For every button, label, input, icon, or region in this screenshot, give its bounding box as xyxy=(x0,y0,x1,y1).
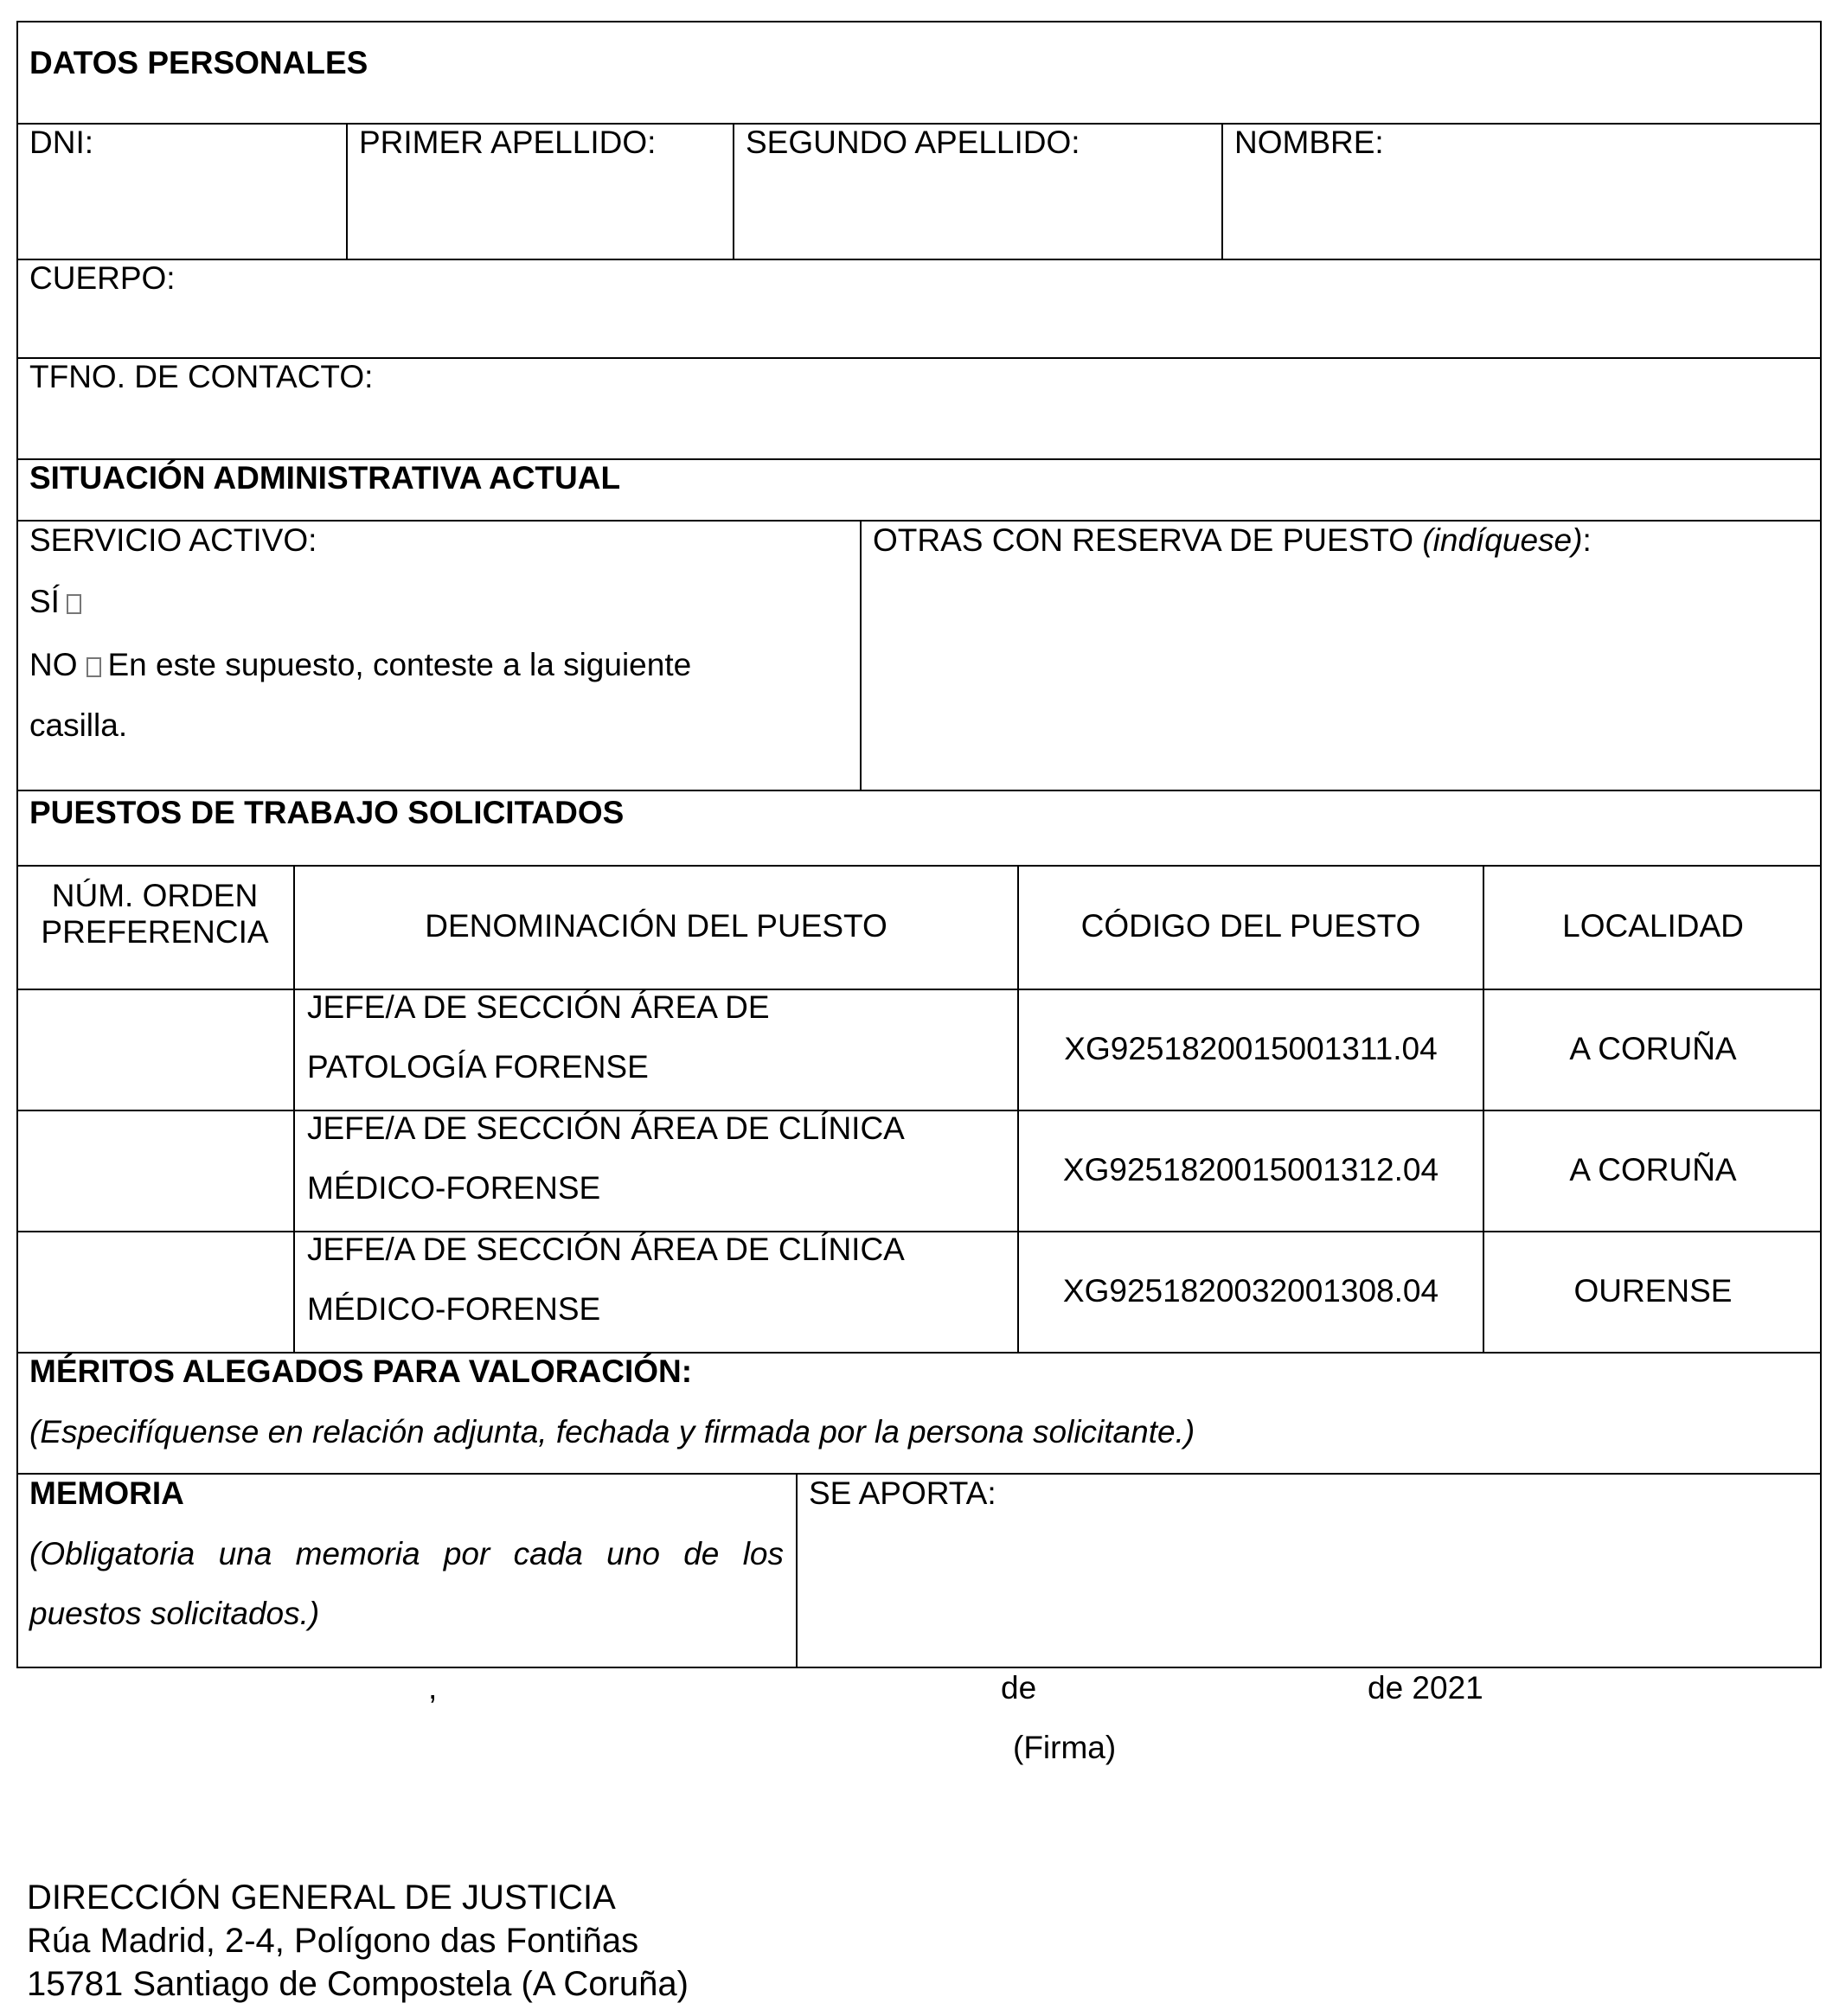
segundo-apellido-label: SEGUNDO APELLIDO: xyxy=(746,125,1080,160)
memoria-note-line2: puestos solicitados.) xyxy=(29,1596,320,1631)
servicio-activo-label: SERVICIO ACTIVO: xyxy=(29,522,317,558)
primer-apellido-label: PRIMER APELLIDO: xyxy=(359,125,657,160)
divider xyxy=(16,259,1822,260)
otras-italic: (indíquese) xyxy=(1422,522,1583,558)
divider xyxy=(733,123,734,259)
otras-prefix: OTRAS CON RESERVA DE PUESTO xyxy=(873,522,1423,558)
section-title-puestos: PUESTOS DE TRABAJO SOLICITADOS xyxy=(29,795,625,830)
table-row-1-denominacion-line2: PATOLOGÍA FORENSE xyxy=(307,1049,649,1085)
address-line-2: Rúa Madrid, 2-4, Polígono das Fontiñas xyxy=(27,1922,639,1960)
si-option xyxy=(29,582,81,622)
no-note: En este supuesto, conteste a la siguiente xyxy=(107,647,692,682)
address-line-1: DIRECCIÓN GENERAL DE JUSTICIA xyxy=(27,1878,616,1917)
table-row-2-localidad: A CORUÑA xyxy=(1569,1152,1737,1187)
table-row-2-denominacion-line1: JEFE/A DE SECCIÓN ÁREA DE CLÍNICA xyxy=(307,1110,905,1146)
si-checkbox[interactable] xyxy=(67,594,81,614)
dni-label: DNI: xyxy=(29,125,93,160)
date-de-1: de xyxy=(1001,1670,1037,1706)
col-header-orden-line2: PREFERENCIA xyxy=(41,914,269,950)
divider xyxy=(16,790,1822,791)
se-aporta-label: SE APORTA: xyxy=(809,1475,996,1511)
table-row-2-codigo: XG9251820015001312.04 xyxy=(1062,1152,1439,1187)
signature-label: (Firma) xyxy=(1013,1730,1117,1765)
col-header-denominacion: DENOMINACIÓN DEL PUESTO xyxy=(425,908,887,944)
meritos-note: (Especifíquense en relación adjunta, fechada y firmada por la persona solicitante.) xyxy=(29,1414,1195,1450)
divider xyxy=(16,989,1822,990)
divider xyxy=(16,1231,1822,1232)
nombre-label: NOMBRE: xyxy=(1234,125,1384,160)
divider xyxy=(1221,123,1223,259)
telefono-label: TFNO. DE CONTACTO: xyxy=(29,359,374,394)
table-row-3-denominacion-line1: JEFE/A DE SECCIÓN ÁREA DE CLÍNICA xyxy=(307,1232,905,1267)
table-row-3-localidad: OURENSE xyxy=(1573,1273,1733,1309)
table-row-3-denominacion-line2: MÉDICO-FORENSE xyxy=(307,1291,601,1327)
section-title-situacion: SITUACIÓN ADMINISTRATIVA ACTUAL xyxy=(29,460,621,496)
divider xyxy=(16,1110,1822,1111)
no-label: NO xyxy=(29,647,78,682)
table-row-1-codigo: XG9251820015001311.04 xyxy=(1064,1031,1438,1066)
divider xyxy=(16,865,1822,867)
col-header-localidad: LOCALIDAD xyxy=(1562,908,1744,944)
si-label: SÍ xyxy=(29,584,60,619)
no-checkbox[interactable] xyxy=(87,657,101,677)
section-title-memoria: MEMORIA xyxy=(29,1475,184,1511)
table-row-1-localidad: A CORUÑA xyxy=(1569,1031,1737,1066)
divider xyxy=(860,520,862,790)
date-comma: , xyxy=(428,1670,438,1706)
table-row-2-denominacion-line2: MÉDICO-FORENSE xyxy=(307,1170,601,1206)
table-row-1-denominacion-line1: JEFE/A DE SECCIÓN ÁREA DE xyxy=(307,989,770,1025)
otras-suffix: : xyxy=(1582,522,1592,558)
otras-reserva-label xyxy=(873,521,1592,560)
col-header-orden-line1: NÚM. ORDEN xyxy=(51,878,259,913)
cuerpo-label: CUERPO: xyxy=(29,260,176,296)
section-title-meritos: MÉRITOS ALEGADOS PARA VALORACIÓN: xyxy=(29,1354,693,1389)
date-de-year: de 2021 xyxy=(1368,1670,1483,1706)
no-option xyxy=(29,645,691,685)
address-line-3: 15781 Santiago de Compostela (A Coruña) xyxy=(27,1965,689,2003)
table-row-3-codigo: XG9251820032001308.04 xyxy=(1062,1273,1439,1309)
section-title-datos-personales: DATOS PERSONALES xyxy=(29,45,368,80)
no-note-continuation: casilla. xyxy=(29,707,128,743)
memoria-note-line1: (Obligatoria una memoria por cada uno de los xyxy=(29,1536,784,1571)
divider xyxy=(346,123,348,259)
divider xyxy=(796,1473,798,1668)
application-form xyxy=(16,21,1822,1668)
col-header-codigo: CÓDIGO DEL PUESTO xyxy=(1080,908,1421,944)
col-header-orden xyxy=(16,878,293,950)
